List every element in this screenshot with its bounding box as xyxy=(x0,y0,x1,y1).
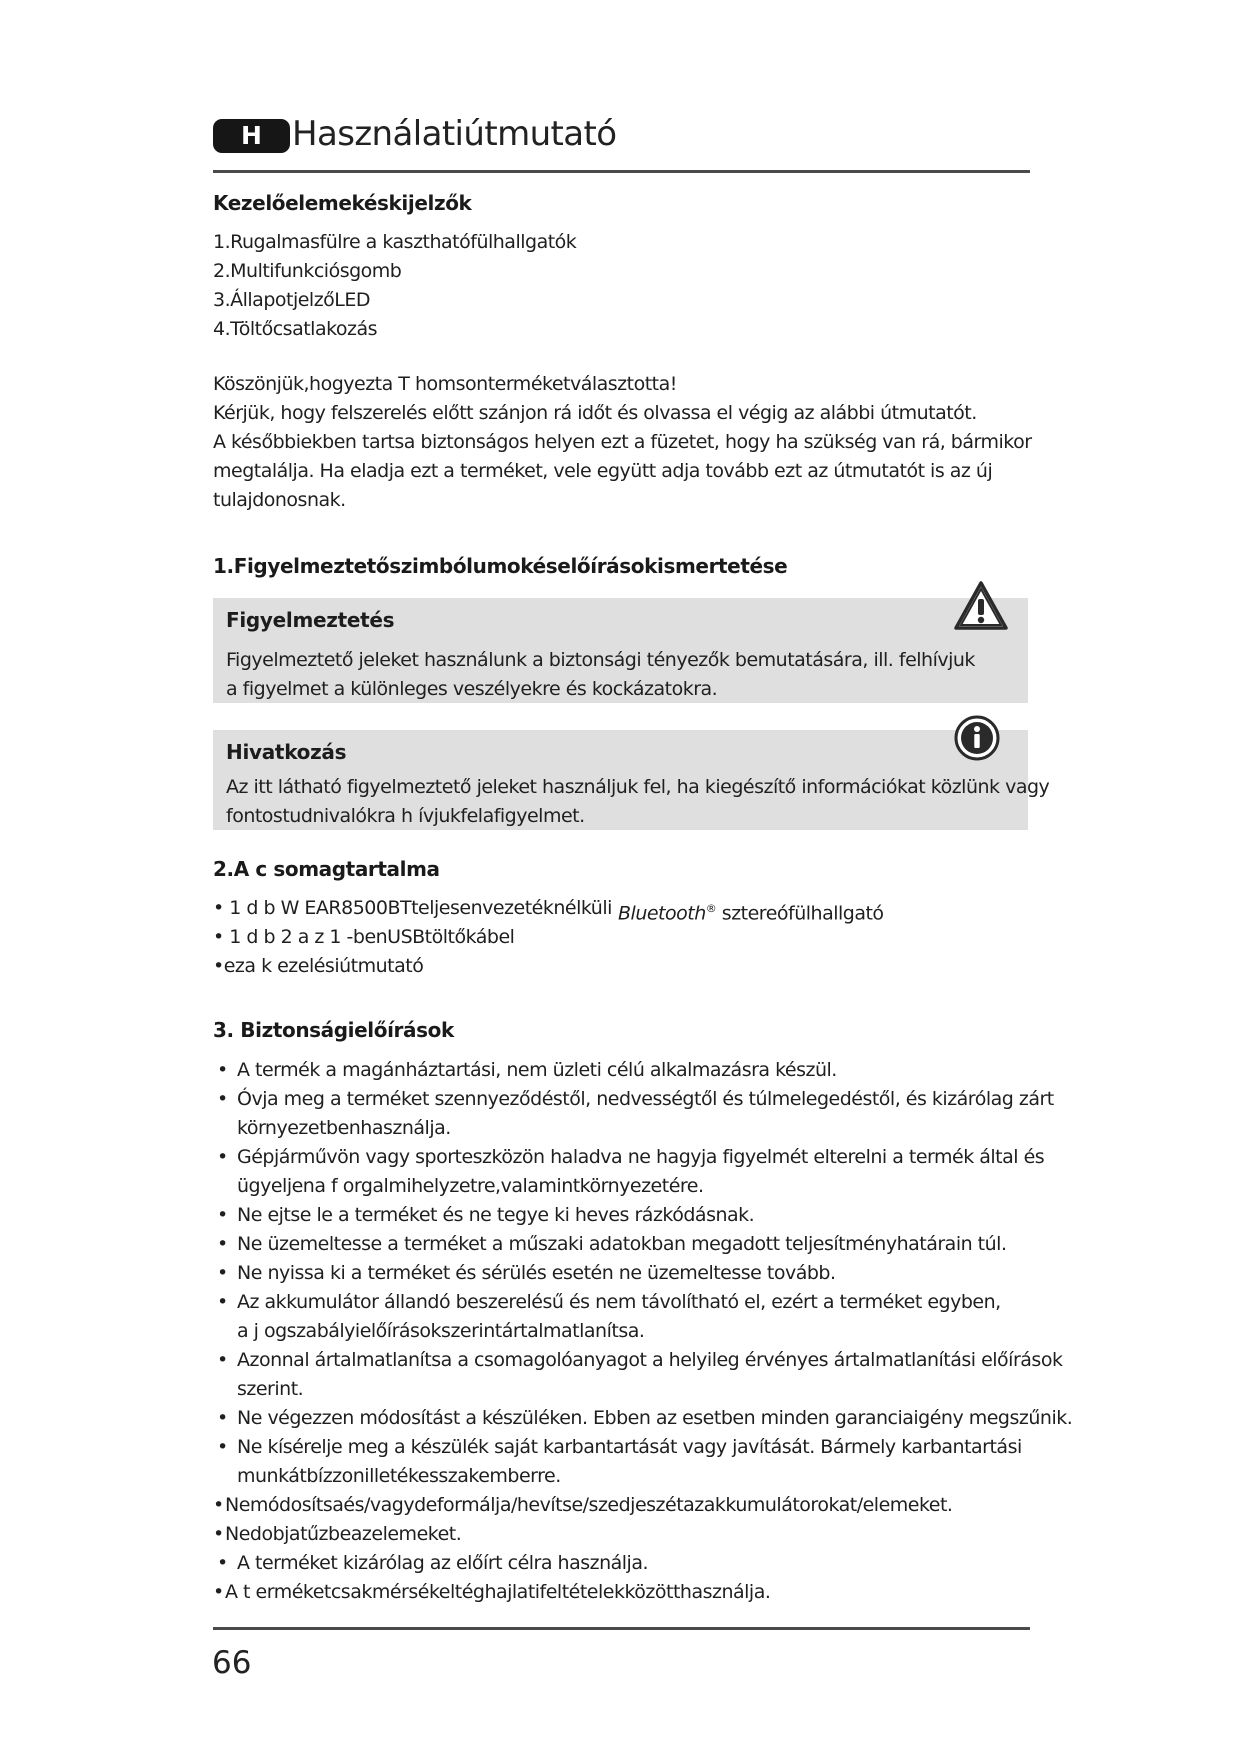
item-text: 1 d b W EAR8500BTteljesenvezetéknélküli xyxy=(229,897,612,919)
list-item: • Azonnal ártalmatlanítsa a csomagolóanyagot a helyileg érvényes ártalmatlanítási előírások szerint. xyxy=(213,1346,1033,1404)
list-item: • A terméket kizárólag az előírt célra használja. xyxy=(213,1549,1033,1578)
list-item: 3.ÁllapotjelzőLED xyxy=(213,289,371,311)
list-item: • Ne végezzen módosítást a készüléken. Ebben az esetben minden garanciaigény megszűnik. xyxy=(213,1404,1033,1433)
list-item: • Nedobjatűzbeazelemeket. xyxy=(213,1520,1033,1549)
note-title: Hivatkozás xyxy=(226,740,347,764)
list-item: • 1 d b W EAR8500BTteljesenvezetéknélküli xyxy=(213,897,612,919)
language-badge: H xyxy=(213,119,290,153)
list-item: •eza k ezelésiútmutató xyxy=(213,955,424,977)
info-circle-icon xyxy=(953,714,1001,762)
list-item: • Óvja meg a terméket szennyeződéstől, nedvességtől és túlmelegedéstől, és kizárólag zárt környezetbenhasználja. xyxy=(213,1085,1033,1143)
header-divider xyxy=(213,170,1030,173)
warning-title: Figyelmeztetés xyxy=(226,608,395,632)
intro-line: Köszönjük,hogyezta T homsonterméketválasztotta! xyxy=(213,373,677,395)
warning-notice xyxy=(213,598,1028,703)
list-item: 4.Töltőcsatlakozás xyxy=(213,318,378,340)
list-item: • Nemódosítsaés/vagydeformálja/hevítse/szedjeszétazakkumulátorokat/elemeket. xyxy=(213,1491,1033,1520)
page-header xyxy=(213,116,1030,166)
intro-paragraph xyxy=(213,370,1032,515)
footer-divider xyxy=(213,1627,1030,1630)
intro-line: Kérjük, hogy felszerelés előtt szánjon rá időt és olvassa el végig az alábbi útmutatót. xyxy=(213,402,977,424)
note-line: Az itt látható figyelmeztető jeleket használjuk fel, ha kiegészítő információkat közlünk vagy xyxy=(226,776,1050,798)
note-text xyxy=(226,773,1049,831)
section2-heading: 2.A c somagtartalma xyxy=(213,857,440,881)
note-line: fontostudnivalókra h ívjukfelafigyelmet. xyxy=(226,805,585,827)
controls-heading: Kezelőelemekéskijelzők xyxy=(213,191,472,215)
section3-heading: 3. Biztonságielőírások xyxy=(213,1018,454,1042)
list-item: • 1 d b 2 a z 1 -benUSBtöltőkábel xyxy=(213,926,515,948)
item-text: eza k ezelésiútmutató xyxy=(223,955,424,977)
bluetooth-label xyxy=(618,894,884,928)
list-item: • A t erméketcsakmérsékeltéghajlatifeltételekközötthasználja. xyxy=(213,1578,1033,1607)
warning-triangle-icon xyxy=(953,580,1009,632)
list-item: • Ne üzemeltesse a terméket a műszaki adatokban megadott teljesítményhatárain túl. xyxy=(213,1230,1033,1259)
intro-line: tulajdonosnak. xyxy=(213,489,346,511)
warning-line: a figyelmet a különleges veszélyekre és kockázatokra. xyxy=(226,678,718,700)
safety-list xyxy=(213,1056,1073,1607)
list-item: • A termék a magánháztartási, nem üzleti célú alkalmazásra készül. xyxy=(213,1056,1033,1085)
item-text: 1 d b 2 a z 1 -benUSBtöltőkábel xyxy=(229,926,515,948)
section1-heading: 1.Figyelmeztetőszimbólumokéselőírásokismertetése xyxy=(213,554,788,578)
list-item: • Gépjárművön vagy sporteszközön haladva ne hagyja figyelmét elterelni a termék által és ügyeljena f orgalmihelyzetre,valamintkörnyezetére. xyxy=(213,1143,1033,1201)
package-contents xyxy=(213,894,612,981)
page-title: Használatiútmutató xyxy=(292,114,617,154)
note-notice xyxy=(213,730,1050,830)
intro-line: A későbbiekben tartsa biztonságos helyen ezt a füzetet, hogy ha szükség van rá, bármikor xyxy=(213,431,1032,453)
controls-list xyxy=(213,228,576,344)
page-number: 66 xyxy=(212,1645,252,1681)
list-item: • Ne kísérelje meg a készülék saját karbantartását vagy javítását. Bármely karbantartási munkátbízzonilletékesszakemberre. xyxy=(213,1433,1033,1491)
intro-line: megtalálja. Ha eladja ezt a terméket, vele együtt adja tovább ezt az útmutatót is az új xyxy=(213,460,993,482)
warning-line: Figyelmeztető jeleket használunk a biztonsági tényezők bemutatására, ill. felhívjuk xyxy=(226,649,975,671)
list-item: 1.Rugalmasfülre a kaszthatófülhallgatók xyxy=(213,231,577,253)
list-item: • Ne ejtse le a terméket és ne tegye ki heves rázkódásnak. xyxy=(213,1201,1033,1230)
warning-text xyxy=(226,646,975,704)
registered-mark: ® xyxy=(705,902,717,915)
list-item: 2.Multifunkciósgomb xyxy=(213,260,402,282)
product-type: sztereófülhallgató xyxy=(721,902,884,925)
bluetooth-brand: Bluetooth xyxy=(618,902,706,925)
list-item: • Ne nyissa ki a terméket és sérülés esetén ne üzemeltesse tovább. xyxy=(213,1259,1033,1288)
list-item: • Az akkumulátor állandó beszerelésű és nem távolítható el, ezért a terméket egyben, a j ogszabályielőírásokszerintártalmatlanítsa. xyxy=(213,1288,1033,1346)
